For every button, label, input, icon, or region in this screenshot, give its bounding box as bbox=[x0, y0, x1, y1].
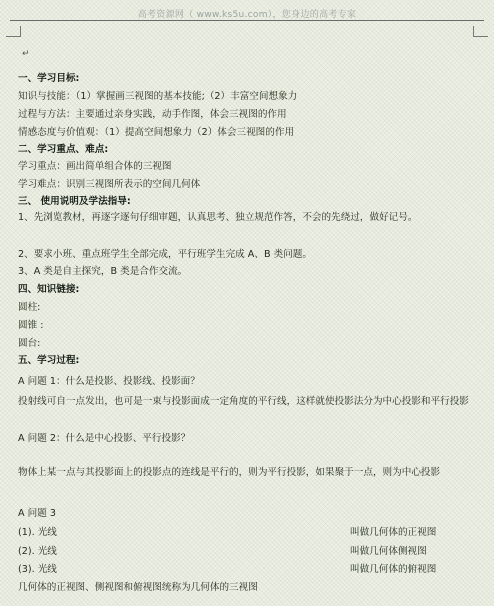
link-cone: 圆锥 : bbox=[18, 320, 44, 331]
objective-process: 过程与方法：主要通过亲身实践，动手作图，体会三视图的作用 bbox=[18, 109, 287, 120]
header-rule bbox=[10, 20, 484, 21]
objective-attitude: 情感态度与价值观：（1）提高空间想象力（2）体会三视图的作用 bbox=[18, 127, 295, 138]
section-title-instructions: 三、 使用说明及学法指导: bbox=[18, 196, 131, 207]
question-3: A 问题 3 bbox=[18, 508, 56, 519]
three-views-summary: 几何体的正视图、侧视图和俯视图统称为几何体的三视图 bbox=[18, 582, 258, 593]
link-frustum: 圆台: bbox=[18, 338, 41, 349]
page-header: 高考资源网（ www.ks5u.com），您身边的高考专家 bbox=[137, 10, 357, 20]
q3-item-1: (1). 光线 叫做几何体的正视图 bbox=[18, 527, 437, 538]
question-2-answer: 物体上某一点与其投影面上的投影点的连线是平行的，则为平行投影，如果聚于一点，则为中心投影 bbox=[18, 467, 441, 478]
paragraph-mark-icon: ↵ bbox=[22, 49, 30, 59]
link-cylinder: 圆柱: bbox=[18, 302, 41, 313]
instruction-1: 1、先浏览教材，再逐字逐句仔细审题，认真思考、独立规范作答，不会的先绕过，做好记号。 bbox=[18, 212, 418, 223]
difficult-point: 学习难点：识别三视图所表示的空间几何体 bbox=[18, 179, 201, 190]
q3-item-3: (3). 光线 叫做几何体的俯视图 bbox=[18, 564, 437, 575]
instruction-3: 3、A 类是自主探究，B 类是合作交流。 bbox=[18, 266, 188, 277]
section-title-process: 五、学习过程: bbox=[18, 355, 80, 366]
crop-mark-left bbox=[6, 26, 21, 37]
q3-item-2: (2). 光线 叫做几何体侧视图 bbox=[18, 546, 427, 557]
key-point: 学习重点：画出简单组合体的三视图 bbox=[18, 161, 172, 172]
question-1: A 问题 1：什么是投影、投影线、投影面？ bbox=[18, 376, 200, 387]
section-title-knowledge-links: 四、知识链接: bbox=[18, 284, 80, 295]
crop-mark-right bbox=[473, 26, 488, 37]
section-title-key-points: 二、学习重点、难点: bbox=[18, 144, 109, 155]
instruction-2: 2、要求小班、重点班学生全部完成，平行班学生完成 A、B 类问题。 bbox=[18, 249, 312, 260]
question-2: A 问题 2：什么是中心投影、平行投影？ bbox=[18, 433, 191, 444]
objective-knowledge: 知识与技能：（1）掌握画三视图的基本技能;（2）丰富空间想象力 bbox=[18, 91, 298, 102]
question-1-answer: 投射线可自一点发出，也可是一束与投影面成一定角度的平行线，这样就使投影法分为中心投影和平行投影 bbox=[18, 396, 469, 407]
section-title-objectives: 一、学习目标: bbox=[18, 73, 80, 84]
